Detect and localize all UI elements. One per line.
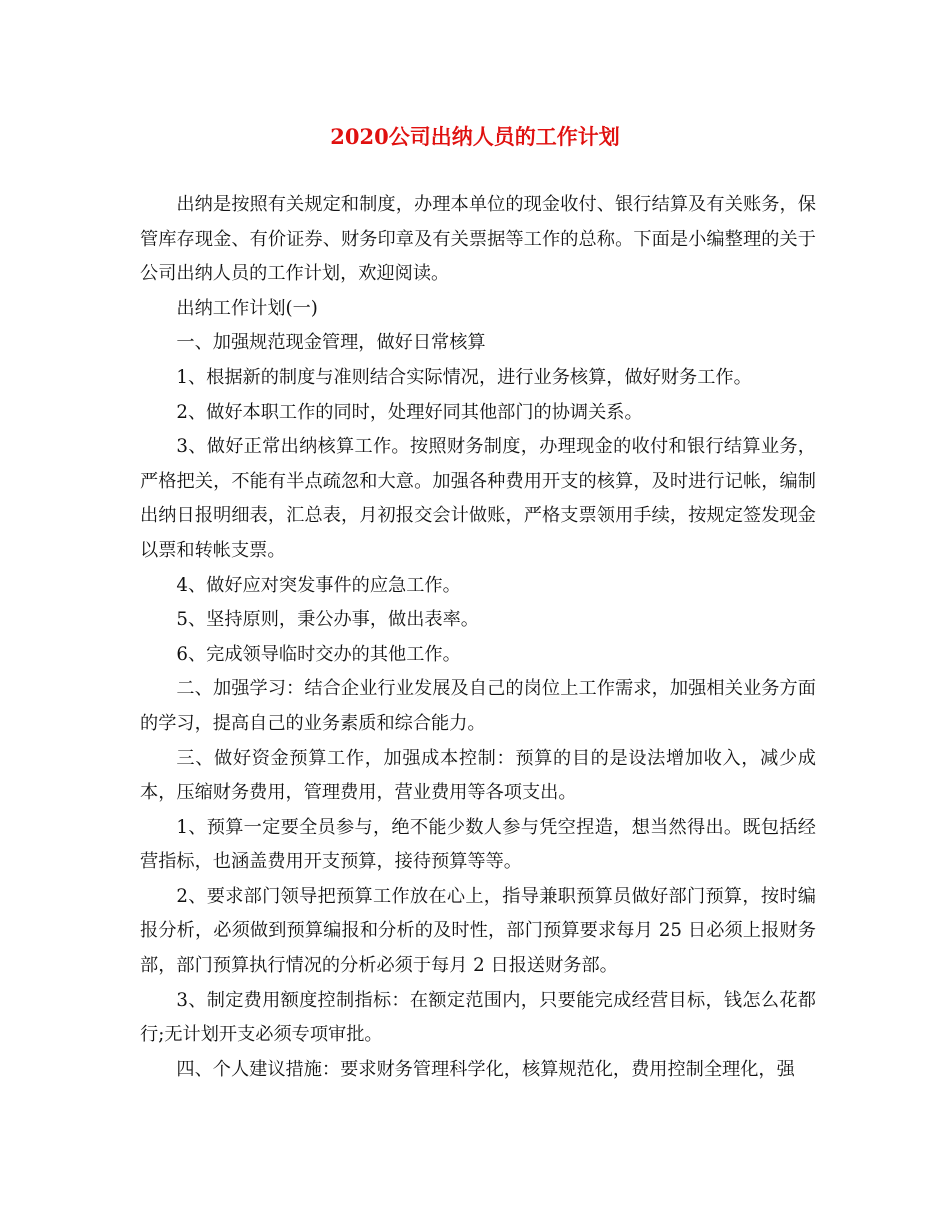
paragraph-item-1-4: 4、做好应对突发事件的应急工作。 bbox=[176, 574, 461, 596]
paragraph-item-1-1: 1、根据新的制度与准则结合实际情况，进行业务核算，做好财务工作。 bbox=[176, 366, 752, 388]
paragraph-item-1-3: 3、做好正常出纳核算工作。按照财务制度，办理现金的收付和银行结算业务，严格把关，不能有半点疏忽和大意。加强各种费用开支的核算，及时进行记帐，编制出纳日报明细表，汇总表，月初报交会计做账，严格支票领用手续，按规定签发现金以票和转帐支票。 bbox=[140, 436, 816, 561]
paragraph-item-1-2: 2、做好本职工作的同时，处理好同其他部门的协调关系。 bbox=[176, 401, 643, 423]
paragraph-item-3-1: 1、预算一定要全员参与，绝不能少数人参与凭空捏造，想当然得出。既包括经营指标，也涵盖费用开支预算，接待预算等等。 bbox=[140, 816, 816, 873]
paragraph-section-2: 二、加强学习：结合企业行业发展及自己的岗位上工作需求，加强相关业务方面的学习，提高自己的业务素质和综合能力。 bbox=[140, 678, 816, 734]
document-title: 2020公司出纳人员的工作计划 bbox=[330, 124, 620, 149]
paragraph-item-1-6: 6、完成领导临时交办的其他工作。 bbox=[176, 643, 461, 665]
paragraph-section-1: 一、加强规范现金管理，做好日常核算 bbox=[176, 332, 486, 354]
paragraph-item-3-3: 3、制定费用额度控制指标：在额定范围内，只要能完成经营目标，钱怎么花都行;无计划开支必须专项审批。 bbox=[140, 989, 816, 1046]
paragraph-item-3-2: 2、要求部门领导把预算工作放在心上，指导兼职预算员做好部门预算，按时编报分析，必须做到预算编报和分析的及时性，部门预算要求每月 25 日必须上报财务部，部门预算执行情况的分析必须于每月 2 日报送财务部。 bbox=[140, 885, 816, 977]
paragraph-section-4: 四、个人建议措施：要求财务管理科学化，核算规范化，费用控制全理化，强 bbox=[176, 1058, 795, 1080]
paragraph-plan-heading: 出纳工作计划(一) bbox=[176, 297, 318, 319]
paragraph-section-3: 三、做好资金预算工作，加强成本控制：预算的目的是设法增加收入，减少成本，压缩财务费用，管理费用，营业费用等各项支出。 bbox=[140, 747, 816, 804]
paragraph-item-1-5: 5、坚持原则，秉公办事，做出表率。 bbox=[176, 609, 479, 631]
paragraph-intro: 出纳是按照有关规定和制度，办理本单位的现金收付、银行结算及有关账务，保管库存现金、有价证券、财务印章及有关票据等工作的总称。下面是小编整理的关于公司出纳人员的工作计划，欢迎阅读。 bbox=[140, 194, 816, 285]
document-body bbox=[140, 188, 816, 1087]
